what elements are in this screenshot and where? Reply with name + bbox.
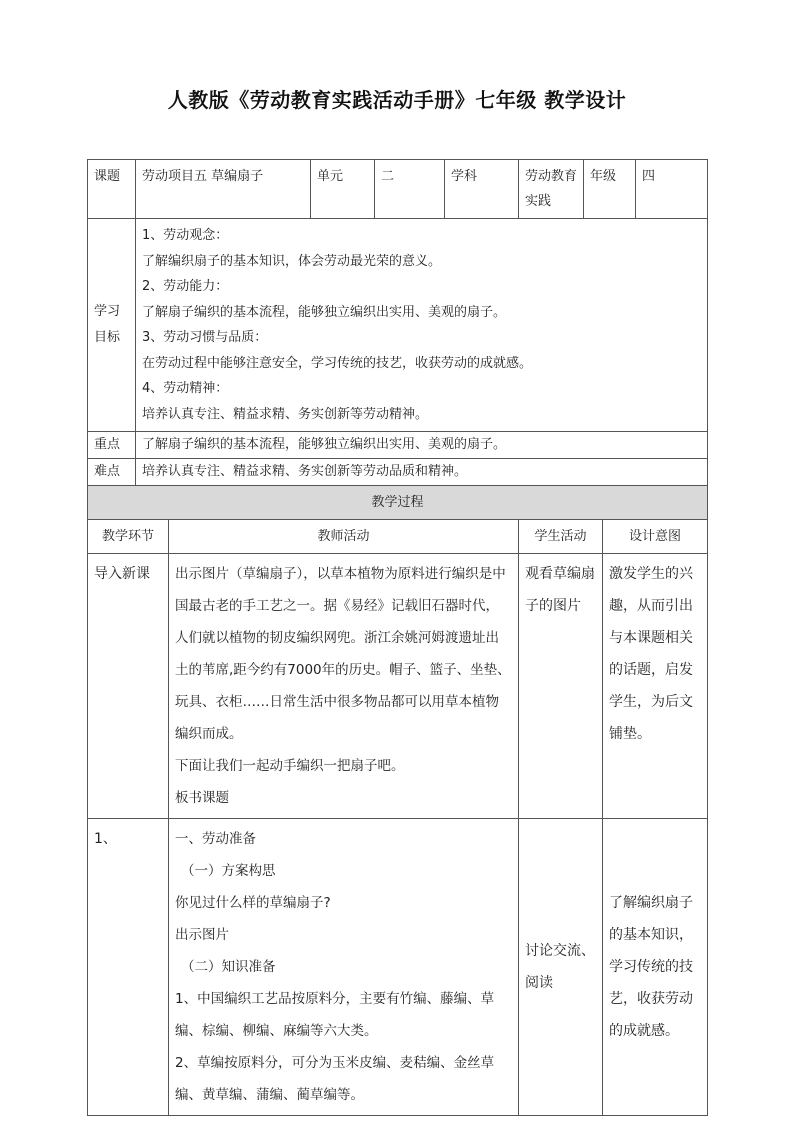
teacher-line: 2、草编按原料分，可分为玉米皮编、麦秸编、金丝草编、黄草编、蒲编、蔺草编等。 [175,1055,495,1103]
teacher-line: 出示图片 [175,927,229,943]
teacher-line: 1、中国编织工艺品按原料分，主要有竹编、藤编、草编、棕编、柳编、麻编等六大类。 [175,991,495,1039]
teacher-line: 下面让我们一起动手编织一把扇子吧。 [175,758,405,774]
student-cell: 讨论交流、阅读 [519,819,603,1116]
goals-row [88,219,708,432]
goals-label [88,219,136,432]
column-student: 学生活动 [519,520,603,554]
goal-line: 了解扇子编织的基本流程，能够独立编织出实用、美观的扇子。 [142,304,507,320]
teacher-line: 你见过什么样的草编扇子? [175,895,331,911]
stage-cell: 导入新课 [88,554,169,819]
stage-cell: 1、 [88,819,169,1116]
teacher-line: 板书课题 [175,790,229,806]
goals-content [136,219,708,432]
goal-line: 在劳动过程中能够注意安全，学习传统的技艺，收获劳动的成就感。 [142,355,533,371]
column-intent: 设计意图 [603,520,708,554]
course-label: 学科 [445,160,519,219]
course-value: 劳动教育实践 [519,160,584,219]
column-teacher: 教师活动 [169,520,519,554]
goal-line: 4、劳动精神： [142,381,229,396]
goals-label-text: 学习目标 [94,304,121,345]
key-point-label: 重点 [88,432,136,459]
grade-value: 四 [636,160,708,219]
teacher-cell [169,819,519,1116]
subject-label: 课题 [88,160,136,219]
key-point-value: 了解扇子编织的基本流程，能够独立编织出实用、美观的扇子。 [136,432,708,459]
unit-value: 二 [375,160,445,219]
lesson-plan-table [87,159,708,1116]
intent-cell: 激发学生的兴趣，从而引出与本课题相关的话题，启发学生，为后文铺垫。 [603,554,708,819]
teacher-line: （二）知识准备 [181,959,276,975]
process-row-1 [88,819,708,1116]
process-row-intro [88,554,708,819]
unit-label: 单元 [311,160,375,219]
goal-line: 3、劳动习惯与品质： [142,330,268,345]
intent-cell: 了解编织扇子的基本知识，学习传统的技艺，收获劳动的成就感。 [603,819,708,1116]
teacher-cell [169,554,519,819]
key-point-row [88,432,708,459]
teacher-line: 一、劳动准备 [175,831,256,847]
student-cell: 观看草编扇子的图片 [519,554,603,819]
difficulty-label: 难点 [88,459,136,486]
process-heading: 教学过程 [88,486,708,520]
goal-line: 了解编织扇子的基本知识，体会劳动最光荣的意义。 [142,253,442,269]
page-title: 人教版《劳动教育实践活动手册》七年级 教学设计 [167,88,627,112]
process-heading-row [88,486,708,520]
teacher-line: （一）方案构思 [181,863,276,879]
goal-line: 培养认真专注、精益求精、务实创新等劳动精神。 [142,406,429,422]
goal-line: 1、劳动观念： [142,228,229,243]
difficulty-row [88,459,708,486]
column-stage: 教学环节 [88,520,169,554]
grade-label: 年级 [584,160,636,219]
goal-line: 2、劳动能力： [142,279,229,294]
subject-value: 劳动项目五 草编扇子 [136,160,311,219]
process-columns-row [88,520,708,554]
header-row [88,160,708,219]
teacher-line: 出示图片（草编扇子），以草本植物为原料进行编织是中国最古老的手工艺之一。据《易经》记载旧石器时代，人们就以植物的韧皮编织网兜。浙江余姚河姆渡遗址出土的苇席,距今约有7000年的历史。帽子、篮子、坐垫、玩具、衣柜……日常生活中很多物品都可以用草本植物编织而成。 [175,566,511,742]
difficulty-value: 培养认真专注、精益求精、务实创新等劳动品质和精神。 [136,459,708,486]
